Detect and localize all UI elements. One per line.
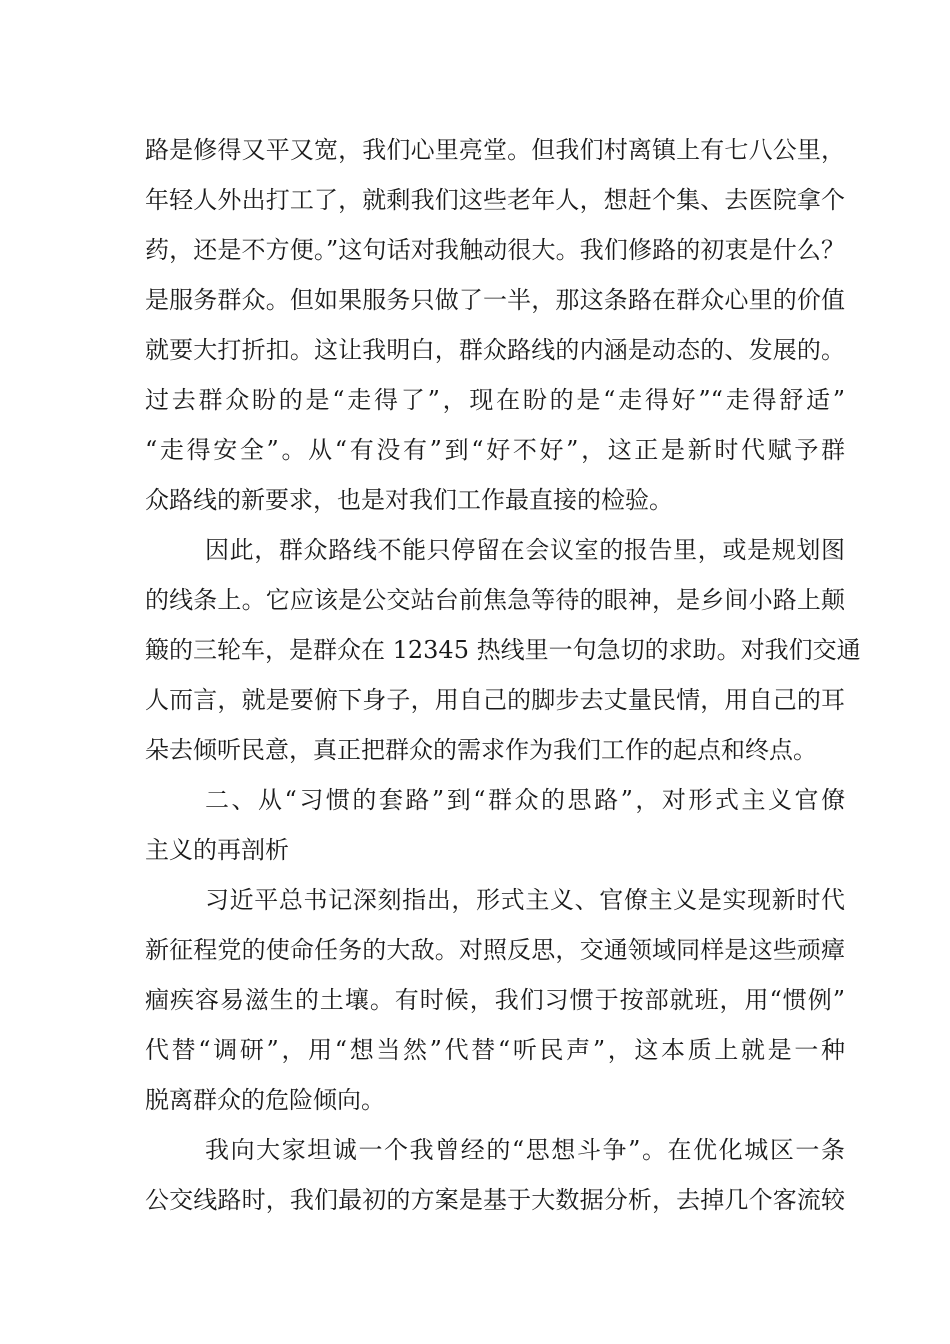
paragraph-line: 朵去倾听民意，真正把群众的需求作为我们工作的起点和终点。 — [145, 736, 817, 764]
paragraph-line: 习近平总书记深刻指出，形式主义、官僚主义是实现新时代 — [205, 886, 845, 914]
section-heading-line: 主义的再剖析 — [145, 836, 289, 864]
paragraph-line: 代替“调研”，用“想当然”代替“听民声”，这本质上就是一种 — [145, 1036, 845, 1064]
paragraph-line: 的线条上。它应该是公交站台前焦急等待的眼神，是乡间小路上颠 — [145, 586, 845, 614]
paragraph-line: 药，还是不方便。”这句话对我触动很大。我们修路的初衷是什么？ — [145, 236, 845, 264]
paragraph-line: 脱离群众的危险倾向。 — [145, 1086, 385, 1114]
paragraph-line: 众路线的新要求，也是对我们工作最直接的检验。 — [145, 486, 673, 514]
paragraph-line: 年轻人外出打工了，就剩我们这些老年人，想赶个集、去医院拿个 — [145, 186, 845, 214]
paragraph-line: 过去群众盼的是“走得了”，现在盼的是“走得好”“走得舒适” — [145, 386, 845, 414]
paragraph-line: 因此，群众路线不能只停留在会议室的报告里，或是规划图 — [205, 536, 845, 564]
paragraph-line: “走得安全”。从“有没有”到“好不好”，这正是新时代赋予群 — [145, 436, 845, 464]
paragraph-line: 痼疾容易滋生的土壤。有时候，我们习惯于按部就班，用“惯例” — [145, 986, 845, 1014]
paragraph-line: 是服务群众。但如果服务只做了一半，那这条路在群众心里的价值 — [145, 286, 845, 314]
paragraph-line: 路是修得又平又宽，我们心里亮堂。但我们村离镇上有七八公里， — [145, 136, 845, 164]
paragraph-line: 人而言，就是要俯下身子，用自己的脚步去丈量民情，用自己的耳 — [145, 686, 845, 714]
paragraph-line: 就要大打折扣。这让我明白，群众路线的内涵是动态的、发展的。 — [145, 336, 845, 364]
paragraph-line: 簸的三轮车，是群众在 12345 热线里一句急切的求助。对我们交通 — [145, 636, 861, 664]
section-heading-line: 二、从“习惯的套路”到“群众的思路”，对形式主义官僚 — [205, 786, 845, 814]
paragraph-line: 我向大家坦诚一个我曾经的“思想斗争”。在优化城区一条 — [205, 1136, 845, 1164]
paragraph-line: 公交线路时，我们最初的方案是基于大数据分析，去掉几个客流较 — [145, 1186, 845, 1214]
paragraph-line: 新征程党的使命任务的大敌。对照反思，交通领域同样是这些顽瘴 — [145, 936, 845, 964]
